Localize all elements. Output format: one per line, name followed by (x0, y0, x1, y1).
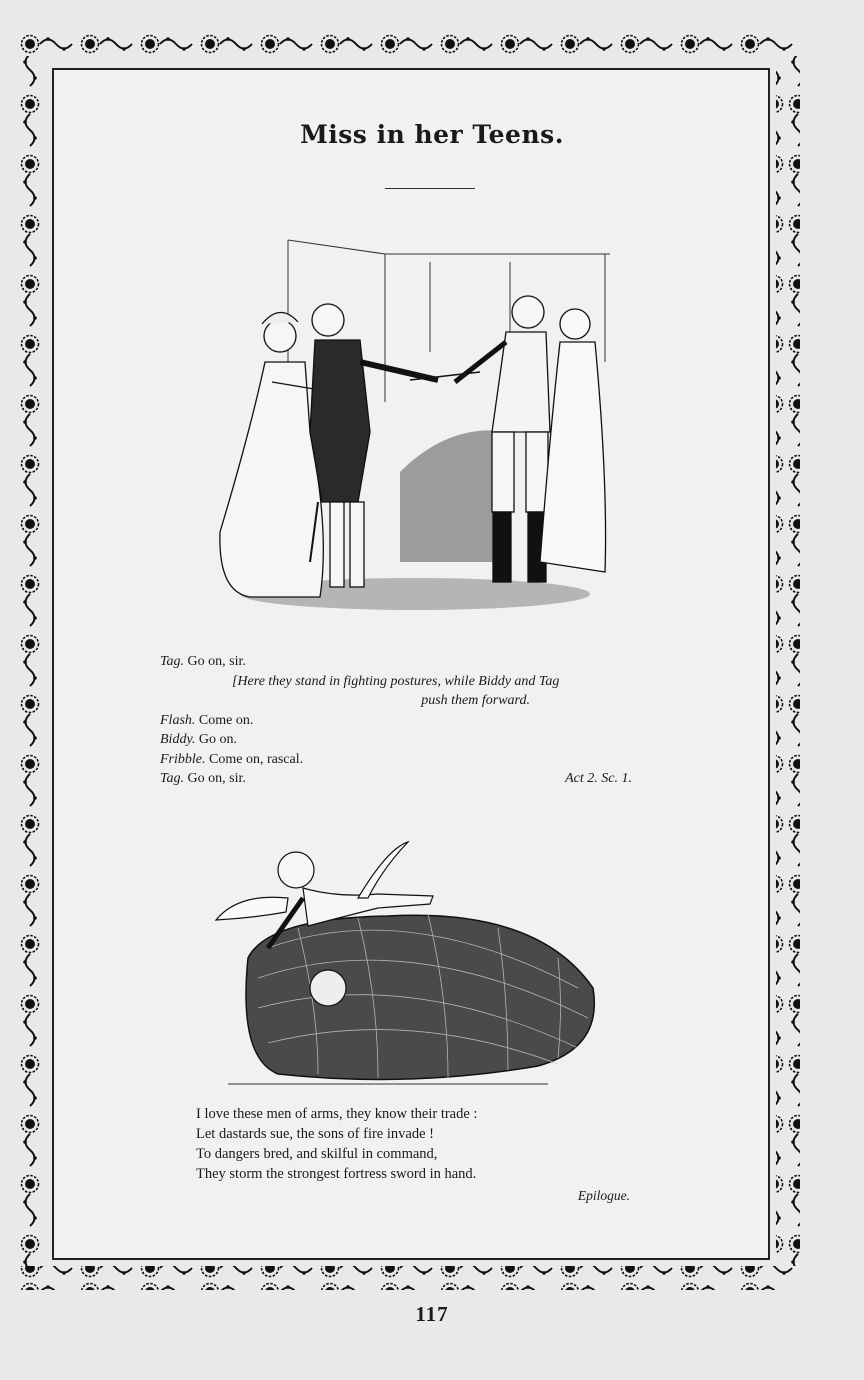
stage-direction-continued: push them forward. (421, 693, 530, 708)
epilogue-verse (196, 1104, 636, 1206)
verse-attribution: Epilogue. (577, 1188, 630, 1203)
script-line (160, 750, 640, 770)
stage-direction: [Here they stand in fighting postures, while Biddy and Tag (232, 673, 560, 689)
dialogue-text: Go on. (198, 732, 238, 747)
verse-line: To dangers bred, and skilful in command, (196, 1146, 438, 1162)
speaker-name: Flash. (160, 712, 196, 728)
dialogue-text: Go on, sir. (187, 654, 246, 669)
act-scene-citation: Act 2. Sc. 1. (565, 771, 632, 786)
script-line (160, 730, 640, 750)
dialogue-text: Go on, sir. (187, 771, 246, 786)
duel-scene-engraving (210, 232, 620, 632)
dialogue-text: Come on, rascal. (209, 751, 304, 767)
title-rule (385, 188, 475, 189)
cupid-with-net-engraving (208, 838, 604, 1094)
script-line (160, 769, 640, 789)
verse-line: Let dastards sue, the sons of fire invade ! (196, 1126, 434, 1142)
script-line (160, 711, 640, 731)
speaker-name: Fribble. (160, 751, 206, 767)
page-title: Miss in her Teens. (300, 120, 564, 149)
page-number: 117 (415, 1302, 449, 1326)
verse-line: They storm the strongest fortress sword in hand. (196, 1166, 477, 1182)
speaker-name: Tag. (160, 771, 185, 786)
speaker-name: Biddy. (160, 732, 196, 747)
verse-line: I love these men of arms, they know their trade : (196, 1106, 478, 1122)
script-excerpt (160, 652, 640, 789)
speaker-name: Tag. (160, 654, 185, 669)
dialogue-text: Come on. (198, 712, 254, 728)
script-line (160, 652, 640, 672)
